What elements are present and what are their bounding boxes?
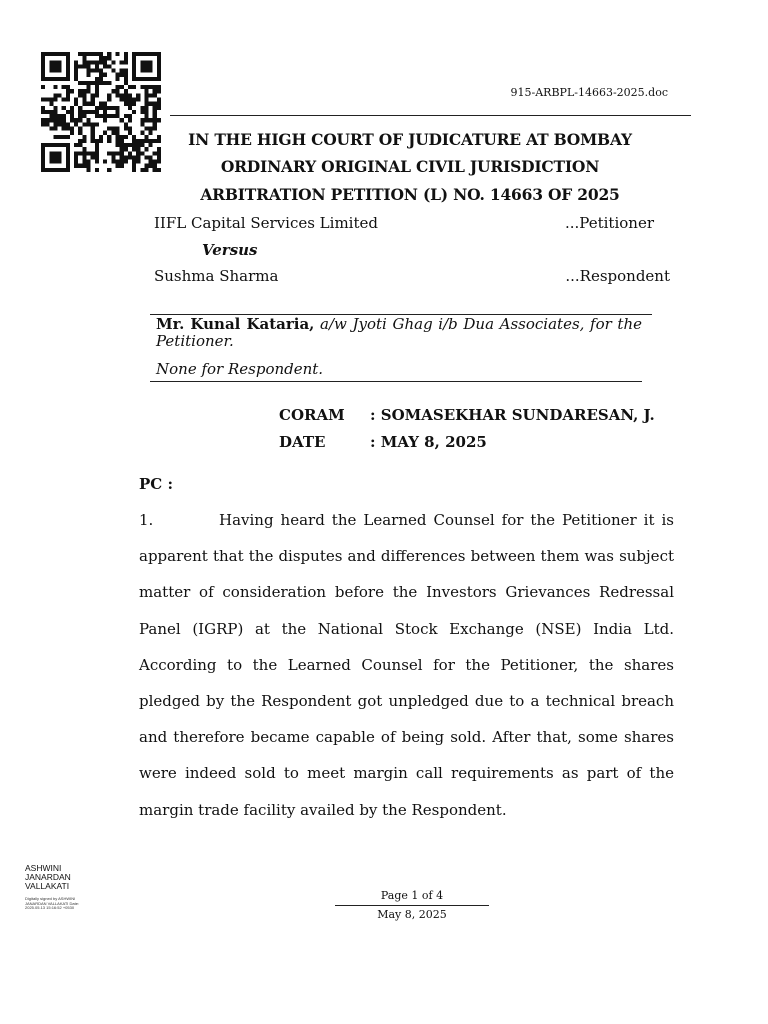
coram-label: CORAM bbox=[279, 406, 345, 424]
paragraph-text: Having heard the Learned Counsel for the Petitioner it is apparent that the disputes and differences between them was subject matter of consideration before the Investors Grievances Redressal Panel (IGRP) at the National Stock Exchange (NSE) India Ltd. According to the Learned Counsel for the Petitioner, the shares pledged by the Respondent got unpledged due to a technical breach and therefore became capable of being sold. After that, some shares were indeed sold to meet margin call requirements as part of the margin trade facility availed by the Respondent. bbox=[139, 511, 674, 819]
counsel-name: Mr. Kunal Kataria, bbox=[156, 315, 315, 333]
pc-label: PC : bbox=[139, 475, 173, 493]
respondent-role: ...Respondent bbox=[565, 267, 670, 285]
coram-judge: : SOMASEKHAR SUNDARESAN, J. bbox=[370, 406, 655, 424]
respondent-name: Sushma Sharma bbox=[154, 267, 279, 285]
counsel-details: a/w Jyoti Ghag i/b Dua Associates, for the Petitioner. bbox=[156, 315, 642, 350]
qr-code-icon bbox=[38, 52, 164, 172]
petition-number: ARBITRATION PETITION (L) NO. 14663 OF 2025 bbox=[200, 185, 620, 204]
page-number: Page 1 of 4 bbox=[380, 889, 444, 902]
court-name: IN THE HIGH COURT OF JUDICATURE AT BOMBAY bbox=[188, 130, 632, 149]
versus-label: Versus bbox=[202, 241, 258, 259]
date-label: DATE bbox=[279, 433, 326, 451]
petitioner-role: ...Petitioner bbox=[565, 214, 654, 232]
appearance-divider-bottom bbox=[150, 381, 642, 382]
signature-details: Digitally signed by ASHWINI JANARDAN VALLAKATI Date: 2025.05.13 15:16:52 +0530 bbox=[25, 896, 80, 910]
respondent-appearance: None for Respondent. bbox=[156, 360, 324, 378]
footer-divider bbox=[335, 905, 489, 906]
petitioner-name: IIFL Capital Services Limited bbox=[154, 214, 378, 232]
header-divider bbox=[170, 115, 691, 116]
footer-date: May 8, 2025 bbox=[377, 908, 447, 921]
paragraph-1 bbox=[139, 502, 674, 828]
paragraph-number: 1. bbox=[139, 511, 154, 529]
jurisdiction: ORDINARY ORIGINAL CIVIL JURISDICTION bbox=[220, 157, 600, 176]
counsel-appearance bbox=[156, 316, 642, 350]
order-date: : MAY 8, 2025 bbox=[370, 433, 487, 451]
document-reference: 915-ARBPL-14663-2025.doc bbox=[510, 86, 668, 99]
signer-name: ASHWINI JANARDAN VALLAKATI bbox=[25, 863, 71, 891]
